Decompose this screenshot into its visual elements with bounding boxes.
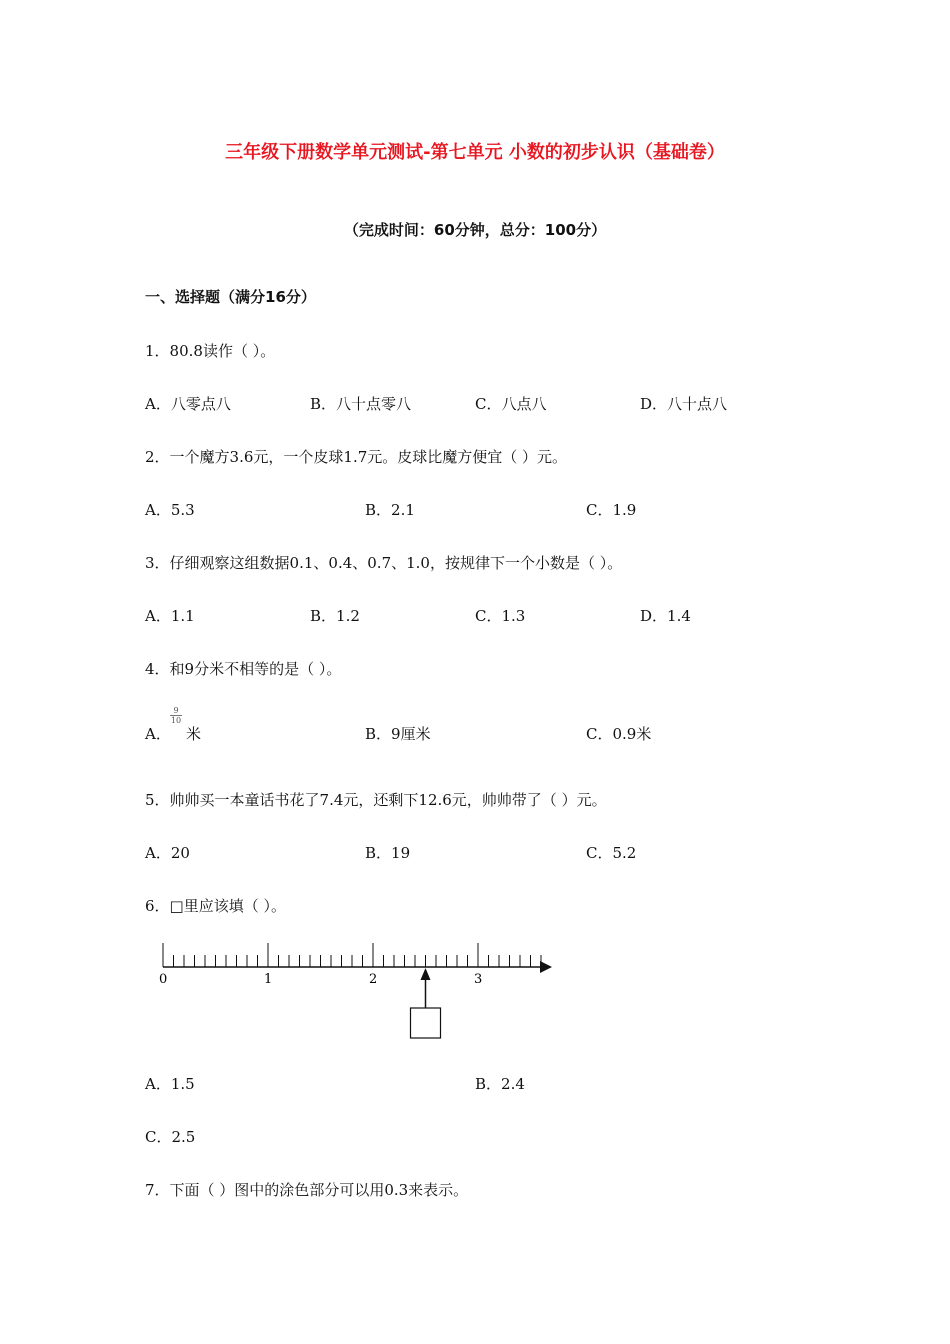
page-title: 三年级下册数学单元测试-第七单元 小数的初步认识（基础卷） — [225, 142, 725, 163]
pointer-arrowhead — [421, 968, 431, 980]
q5-option-a: A．20 — [145, 844, 190, 862]
q2-option-c: C．1.9 — [586, 501, 637, 519]
q1-option-c: C．八点八 — [475, 395, 547, 413]
question-4: 4．和9分米不相等的是（ ）。 — [145, 660, 342, 678]
question-6: 6．□里应该填（ ）。 — [145, 897, 286, 915]
q4-option-c: C．0.9米 — [586, 725, 652, 743]
section-title: 一、选择题（满分16分） — [145, 288, 316, 306]
question-7: 7．下面（ ）图中的涂色部分可以用0.3来表示。 — [145, 1181, 469, 1199]
q5-option-b: B．19 — [365, 844, 411, 862]
q4-option-a-unit: 米 — [186, 725, 202, 743]
fraction-numerator: 9 — [173, 706, 179, 715]
q4-option-b: B．9厘米 — [365, 725, 431, 743]
question-1: 1．80.8读作（ ）。 — [145, 342, 276, 360]
q1-option-a: A．八零点八 — [145, 395, 231, 413]
axis-arrowhead — [540, 961, 552, 973]
q1-option-d: D．八十点八 — [640, 395, 728, 413]
q5-option-c: C．5.2 — [586, 844, 637, 862]
fraction-nine-tenths — [170, 706, 182, 725]
q4-option-a: A． — [145, 725, 171, 743]
exam-info: （完成时间：60分钟，总分：100分） — [343, 221, 607, 239]
fraction-denominator: 10 — [170, 716, 182, 725]
question-5: 5．帅帅买一本童话书花了7.4元，还剩下12.6元，帅帅带了（ ）元。 — [145, 791, 607, 809]
q1-option-b: B．八十点零八 — [310, 395, 412, 413]
answer-box — [411, 1008, 441, 1038]
q3-option-c: C．1.3 — [475, 607, 526, 625]
q6-option-a: A．1.5 — [145, 1075, 195, 1093]
q3-option-d: D．1.4 — [640, 607, 691, 625]
tick-label-0: 0 — [159, 972, 168, 987]
question-3: 3．仔细观察这组数据0.1、0.4、0.7、1.0，按规律下一个小数是（ ）。 — [145, 554, 623, 572]
q3-option-a: A．1.1 — [145, 607, 195, 625]
q3-option-b: B．1.2 — [310, 607, 360, 625]
number-line-figure — [150, 935, 570, 1045]
q2-option-a: A．5.3 — [145, 501, 195, 519]
tick-label-2: 2 — [369, 972, 378, 987]
q6-option-b: B．2.4 — [475, 1075, 525, 1093]
q2-option-b: B．2.1 — [365, 501, 415, 519]
tick-label-3: 3 — [474, 972, 483, 987]
question-2: 2．一个魔方3.6元，一个皮球1.7元。皮球比魔方便宜（ ）元。 — [145, 448, 568, 466]
tick-label-1: 1 — [264, 972, 273, 987]
q6-option-c: C．2.5 — [145, 1128, 196, 1146]
